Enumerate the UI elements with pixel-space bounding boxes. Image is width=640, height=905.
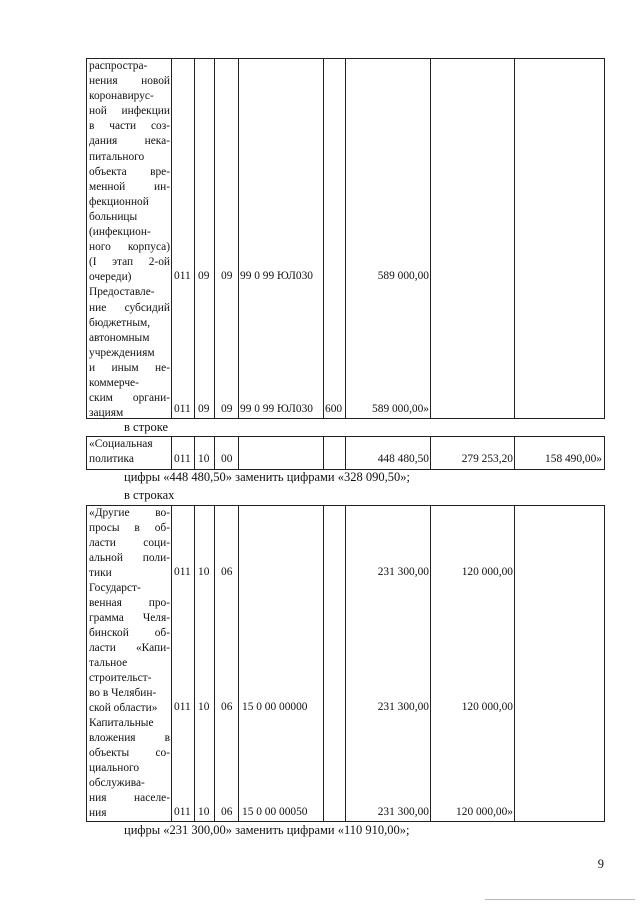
desc-line: объекта вре- bbox=[89, 165, 170, 178]
table3-row-c bbox=[86, 806, 605, 822]
amount-1: 231 300,00 bbox=[377, 701, 429, 713]
amount-2: 120 000,00 bbox=[461, 701, 513, 713]
desc-line: во в Челябин- bbox=[89, 687, 157, 699]
desc-line: коммерче- bbox=[89, 376, 139, 389]
section-code: 10 bbox=[198, 806, 210, 818]
desc-line: фекционной bbox=[89, 195, 149, 208]
amount: 589 000,00 bbox=[377, 270, 429, 282]
desc-line: (I этап 2-ой bbox=[89, 256, 170, 269]
desc-line: ской области» bbox=[89, 702, 158, 714]
page-number: 9 bbox=[597, 857, 604, 871]
amount: 589 000,00» bbox=[372, 403, 429, 415]
table1-row-b bbox=[86, 403, 605, 419]
desc-line: политика bbox=[89, 453, 134, 466]
desc-line: ласти «Капи- bbox=[89, 642, 170, 654]
subsection-code: 09 bbox=[221, 270, 233, 282]
table-2 bbox=[86, 436, 605, 470]
desc-line: ния населе- bbox=[89, 792, 170, 804]
footer-divider bbox=[485, 899, 635, 900]
expense-type-code: 600 bbox=[325, 403, 343, 415]
desc-line: Предоставле- bbox=[89, 286, 155, 299]
table3-row-b bbox=[86, 701, 605, 717]
amount-2: 120 000,00» bbox=[456, 806, 513, 818]
desc-line: менной ин- bbox=[89, 180, 170, 193]
table-1 bbox=[86, 58, 605, 419]
amount-1: 448 480,50 bbox=[377, 453, 429, 465]
target-article-code: 99 0 99 ЮЛ030 bbox=[240, 270, 313, 282]
desc-line: бинской об- bbox=[89, 627, 170, 639]
subsection-code: 06 bbox=[221, 566, 233, 578]
replace-instruction-2: цифры «231 300,00» заменить цифрами «110 910,00»; bbox=[124, 823, 410, 837]
desc-line: (инфекцион- bbox=[89, 226, 151, 239]
desc-line: циального bbox=[89, 762, 140, 774]
desc-line: дания нека- bbox=[89, 135, 170, 148]
desc-line: Государст- bbox=[89, 582, 141, 594]
desc-line: грамма Челя- bbox=[89, 612, 170, 624]
desc-line: тики bbox=[89, 567, 112, 579]
desc-line: распростра- bbox=[89, 60, 148, 72]
target-article-code: 15 0 00 00000 bbox=[242, 701, 308, 713]
desc-line: Капитальные bbox=[89, 717, 154, 729]
section-code: 10 bbox=[198, 701, 210, 713]
desc-line: альной поли- bbox=[89, 552, 170, 564]
amount-1: 231 300,00 bbox=[377, 566, 429, 578]
section-code: 09 bbox=[198, 403, 210, 415]
desc-line: в части соз- bbox=[89, 120, 170, 133]
grbs-code: 011 bbox=[174, 566, 191, 578]
subsection-code: 00 bbox=[221, 453, 233, 465]
table3-description bbox=[89, 506, 170, 821]
grbs-code: 011 bbox=[174, 453, 191, 465]
desc-line: коронавирус- bbox=[89, 90, 154, 103]
desc-line: венная про- bbox=[89, 597, 170, 609]
table1-row-a bbox=[86, 270, 605, 286]
desc-line: ласти соци- bbox=[89, 537, 170, 549]
in-line-label: в строке bbox=[124, 420, 169, 434]
desc-line: питального bbox=[89, 150, 145, 163]
desc-line: «Другие во- bbox=[89, 507, 170, 519]
table-3 bbox=[86, 505, 605, 822]
subsection-code: 06 bbox=[221, 806, 233, 818]
desc-line: «Социальная bbox=[89, 438, 153, 450]
desc-line: учреждениям bbox=[89, 346, 155, 359]
grbs-code: 011 bbox=[174, 701, 191, 713]
desc-line: ние субсидий bbox=[89, 301, 170, 314]
amount-1: 231 300,00 bbox=[377, 806, 429, 818]
desc-line: и иным не- bbox=[89, 361, 170, 374]
target-article-code: 15 0 00 00050 bbox=[242, 806, 308, 818]
target-article-code: 99 0 99 ЮЛ030 bbox=[240, 403, 313, 415]
amount-3: 158 490,00» bbox=[545, 453, 602, 465]
section-code: 10 bbox=[198, 453, 210, 465]
desc-line: ния bbox=[89, 807, 107, 819]
section-code: 09 bbox=[198, 270, 210, 282]
desc-line: автономным bbox=[89, 331, 150, 344]
grbs-code: 011 bbox=[174, 806, 191, 818]
in-lines-label: в строках bbox=[124, 488, 175, 502]
desc-line: бюджетным, bbox=[89, 316, 151, 329]
table2-row bbox=[86, 453, 605, 469]
desc-line: объекты со- bbox=[89, 747, 170, 759]
desc-line: ной инфекции bbox=[89, 105, 170, 118]
section-code: 10 bbox=[198, 566, 210, 578]
desc-line: обслужива- bbox=[89, 777, 145, 789]
table3-row-a bbox=[86, 566, 605, 582]
grbs-code: 011 bbox=[174, 270, 191, 282]
grbs-code: 011 bbox=[174, 403, 191, 415]
subsection-code: 06 bbox=[221, 701, 233, 713]
amount-2: 120 000,00 bbox=[461, 566, 513, 578]
desc-line: тальное bbox=[89, 657, 128, 669]
desc-line: ским органи- bbox=[89, 392, 170, 405]
desc-line: строительст- bbox=[89, 672, 152, 684]
desc-line: нения новой bbox=[89, 75, 170, 88]
desc-line: вложения в bbox=[89, 732, 170, 744]
desc-line: очереди) bbox=[89, 271, 132, 284]
replace-instruction-1: цифры «448 480,50» заменить цифрами «328 090,50»; bbox=[124, 470, 410, 484]
desc-line: просы в об- bbox=[89, 522, 170, 534]
desc-line: зациям bbox=[89, 407, 124, 420]
desc-line: ного корпуса) bbox=[89, 241, 170, 254]
table1-description bbox=[89, 59, 170, 421]
desc-line: больницы bbox=[89, 210, 138, 223]
subsection-code: 09 bbox=[221, 403, 233, 415]
amount-2: 279 253,20 bbox=[461, 453, 513, 465]
